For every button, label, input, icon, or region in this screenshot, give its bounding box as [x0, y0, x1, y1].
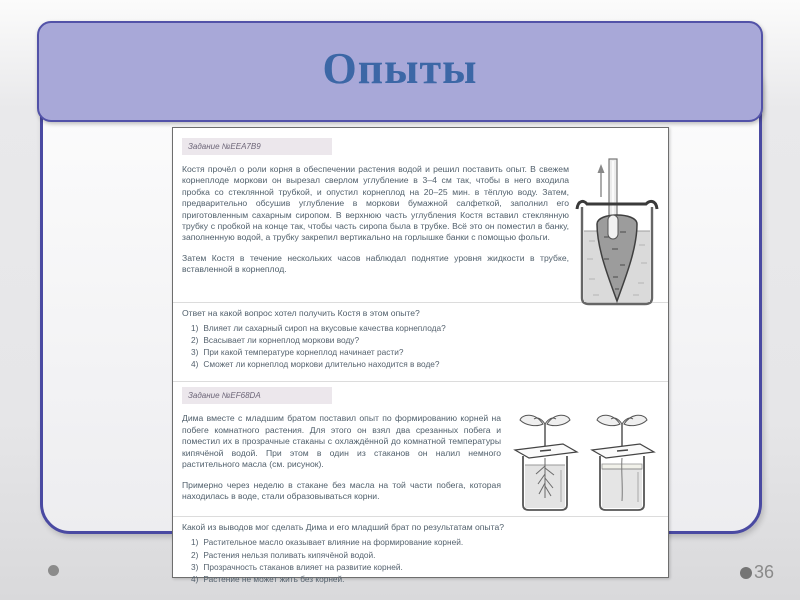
- task-paragraph: Затем Костя в течение нескольких часов наблюдал поднятие уровня жидкости в трубке, вставленной в корнеплод.: [182, 252, 569, 275]
- task-question: Ответ на какой вопрос хотел получить Костя в этом опыте?: [182, 307, 420, 318]
- slide-title: Опыты: [322, 44, 478, 93]
- task-section-1: [182, 138, 659, 370]
- answer-option: Прозрачность стаканов влияет на развитие корней.: [203, 561, 403, 572]
- answer-option: Растение не может жить без корней.: [203, 574, 345, 585]
- answer-options: [182, 322, 659, 371]
- answer-options: [182, 536, 659, 585]
- answer-option: Всасывает ли корнеплод моркови воду?: [203, 334, 360, 345]
- section-divider: [173, 381, 668, 382]
- answer-option: Влияет ли сахарный сироп на вкусовые качества корнеплода?: [203, 322, 446, 333]
- slide-title-box: [37, 21, 763, 122]
- task-paragraph: Дима вместе с младшим братом поставил опыт по формированию корней на побеге комнатного растения. Для этого он взял два срезанных побега и поместил их в прозрачные стаканы с охлаждённой до комнатной температуры кипячёной водой. При этом в один из стаканов он налил немного растительного масла (см. рисунок).: [182, 413, 501, 470]
- answer-option: Растительное масло оказывает влияние на формирование корней.: [203, 537, 464, 548]
- answer-option: При какой температуре корнеплод начинает расти?: [203, 347, 404, 358]
- task-section-2: [182, 387, 659, 585]
- page-number-bullet: [740, 567, 752, 579]
- page-number: 36: [753, 562, 774, 582]
- answer-option: Растения нельзя поливать кипячёной водой.: [203, 549, 376, 560]
- task-id-badge: Задание №EF68DA: [182, 387, 332, 404]
- footer-bullet-dot: [48, 565, 59, 576]
- task-question: Какой из выводов мог сделать Дима и его младший брат по результатам опыта?: [182, 522, 505, 533]
- section-divider: [173, 516, 668, 517]
- task-paragraph: Костя прочёл о роли корня в обеспечении растения водой и решил поставить опыт. В свежем корнеплоде моркови он вырезал сверлом углубление в 3–4 см так, чтобы в него входила пробка со стеклянной трубкой, и опустил корнеплод на 20–25 мин. в тёплую воду. Затем, предварительно обсушив углубление в моркови бумажной салфеткой, заполнил его приготовленным сахарным сиропом. В верхнюю часть углубления Костя вставил стеклянную трубку с пробкой на конце так, чтобы часть сиропа была в трубке. Всё это он поместил в банку, заполненную водой, а трубку закрепил вертикально на горлышке банки с помощью фольги.: [182, 164, 569, 243]
- answer-option: Сможет ли корнеплод моркови длительно находится в воде?: [203, 359, 440, 370]
- worksheet-document: [172, 127, 669, 585]
- task-paragraph: Примерно через неделю в стакане без масла на той части побега, которая находилась в воде, стали образовываться корни.: [182, 479, 501, 501]
- shoots-in-glasses-illustration: [509, 408, 659, 514]
- page-number-area: [740, 562, 774, 583]
- carrot-in-jar-illustration: [575, 157, 659, 309]
- task-id-badge: Задание №EEA7B9: [182, 138, 332, 155]
